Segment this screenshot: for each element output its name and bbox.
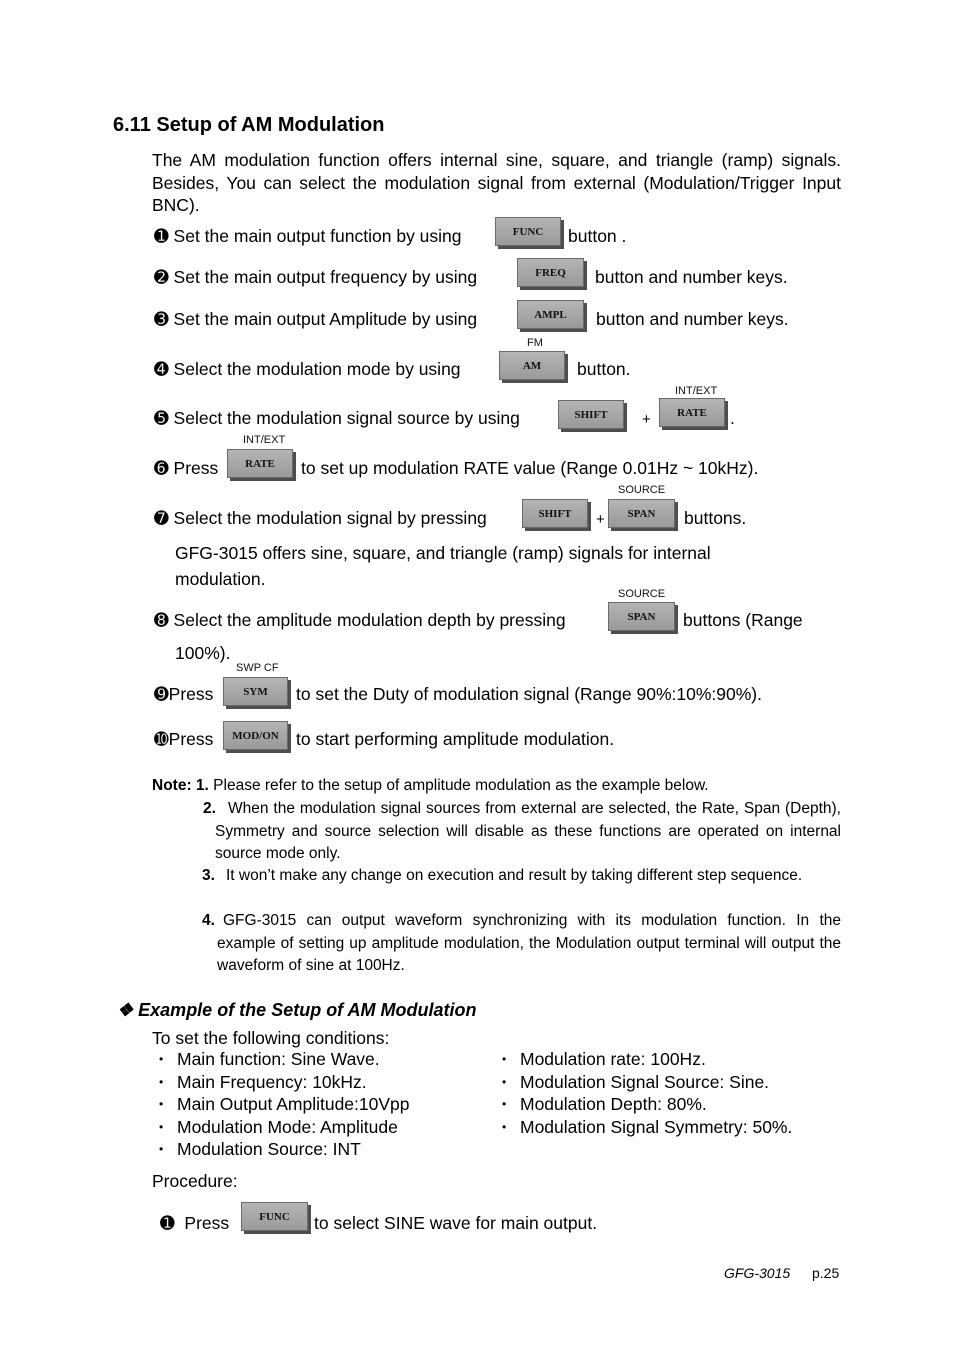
example-lead: To set the following conditions: (152, 1028, 390, 1048)
sym-button[interactable]: SYM (223, 677, 288, 706)
step-10 (154, 729, 213, 750)
step-5 (154, 408, 520, 429)
step-text-after: . (730, 408, 735, 428)
plus-sign: + (596, 511, 605, 528)
func-button[interactable]: FUNC (495, 217, 561, 246)
step-text-after: to set up modulation RATE value (Range 0.01Hz ~ 10kHz). (301, 458, 759, 478)
diamond-bullet-icon: ❖ (117, 1000, 134, 1020)
example-heading (117, 1000, 476, 1021)
note-2: When the modulation signal sources from external are selected, the Rate, Span (Depth), Symmetry and source selection will disable as these functions are operated on internal source mode only. (215, 800, 841, 862)
condition-item: • Modulation Signal Source: Sine. (520, 1072, 769, 1093)
intext-key-label: INT/EXT (243, 434, 286, 446)
condition-item: • Modulation rate: 100Hz. (520, 1049, 706, 1070)
example-title: Example of the Setup of AM Modulation (138, 1000, 477, 1020)
ampl-button[interactable]: AMPL (517, 300, 584, 329)
step-text-after: button and number keys. (596, 309, 789, 329)
step-text: Select the modulation signal source by using (173, 408, 520, 428)
step-1 (154, 226, 462, 247)
step-4 (154, 359, 461, 380)
step-number: ➊ (160, 1213, 175, 1233)
mod-on-button[interactable]: MOD/ON (223, 721, 288, 750)
note-4-number: 4. (202, 912, 215, 929)
step-7-detail-1: GFG-3015 offers sine, square, and triangle (ramp) signals for internal (175, 543, 711, 563)
note-number: 1. (195, 777, 209, 794)
rate-button[interactable]: RATE (659, 398, 725, 427)
note-label: Note: (152, 777, 192, 794)
step-text: Set the main output function by using (173, 226, 462, 246)
step-6 (154, 458, 218, 479)
step-text-after: button and number keys. (595, 267, 788, 287)
freq-button[interactable]: FREQ (517, 258, 584, 287)
step-text: Select the modulation signal by pressing (173, 508, 487, 528)
step-text: Press (184, 1213, 230, 1233)
am-button[interactable]: AM (499, 351, 565, 380)
note-3-number: 3. (202, 867, 215, 884)
condition-item: • Main function: Sine Wave. (177, 1049, 380, 1070)
step-7 (154, 508, 487, 529)
step-number: ➊ (154, 226, 169, 246)
swpcf-key-label: SWP CF (236, 662, 279, 674)
span-button[interactable]: SPAN (608, 499, 675, 528)
note-2-number: 2. (203, 800, 216, 817)
footer-model: GFG-3015 (724, 1265, 791, 1281)
step-number: ➐ (154, 508, 169, 528)
step-text-after: buttons. (684, 508, 747, 528)
step-3 (154, 309, 477, 330)
note-4: GFG-3015 can output waveform synchronizing with its modulation function. In the example of setting up amplitude modulation, the Modulation output terminal will output the waveform of sine at 100Hz. (217, 912, 841, 974)
condition-item: • Modulation Depth: 80%. (520, 1094, 707, 1115)
step-text: Press (173, 458, 219, 478)
step-number: ➓ (154, 729, 169, 749)
step-number: ➑ (154, 610, 169, 630)
func-button[interactable]: FUNC (241, 1202, 308, 1231)
span-button[interactable]: SPAN (608, 602, 675, 631)
step-text-after: to set the Duty of modulation signal (Range 90%:10%:90%). (296, 684, 762, 704)
section-title: 6.11 Setup of AM Modulation (113, 114, 385, 136)
note-3: It won’t make any change on execution and result by taking different step sequence. (226, 867, 803, 884)
step-text-after: button. (577, 359, 631, 379)
procedure-label: Procedure: (152, 1171, 238, 1191)
step-number: ➋ (154, 267, 169, 287)
condition-item: • Modulation Mode: Amplitude (177, 1117, 398, 1138)
step-text-after: buttons (Range (683, 610, 803, 630)
condition-item: • Modulation Signal Symmetry: 50%. (520, 1117, 792, 1138)
shift-button[interactable]: SHIFT (558, 400, 624, 429)
step-2 (154, 267, 477, 288)
step-9 (154, 684, 213, 705)
intro-paragraph: The AM modulation function offers internal sine, square, and triangle (ramp) signals. Besides, You can select the modulation signal from external (Modulation/Trigger Input BNC). (152, 150, 841, 215)
step-text: Press (168, 684, 214, 704)
note-1 (152, 777, 709, 795)
step-8-continued: 100%). (175, 643, 231, 663)
note-text: Please refer to the setup of amplitude modulation as the example below. (213, 777, 709, 794)
step-text-after: to start performing amplitude modulation. (296, 729, 615, 749)
step-text-after: to select SINE wave for main output. (314, 1213, 598, 1233)
step-text: Select the modulation mode by using (173, 359, 461, 379)
step-text: Set the main output frequency by using (173, 267, 478, 287)
step-number: ➒ (154, 684, 169, 704)
step-text: Set the main output Amplitude by using (173, 309, 478, 329)
page-number: p.25 (812, 1265, 840, 1281)
step-number: ➎ (154, 408, 169, 428)
step-number: ➍ (154, 359, 169, 379)
step-text: Select the amplitude modulation depth by pressing (173, 610, 566, 630)
source-key-label: SOURCE (618, 588, 666, 600)
step-text: Press (168, 729, 214, 749)
step-text-after: button . (568, 226, 627, 246)
condition-item: • Main Frequency: 10kHz. (177, 1072, 367, 1093)
condition-item: • Main Output Amplitude:10Vpp (177, 1094, 410, 1115)
procedure-step-1 (160, 1213, 229, 1234)
shift-button[interactable]: SHIFT (522, 499, 588, 528)
step-8 (154, 610, 566, 631)
step-7-detail-2: modulation. (175, 569, 266, 589)
step-number: ➌ (154, 309, 169, 329)
step-number: ➏ (154, 458, 169, 478)
fm-key-label: FM (527, 337, 543, 349)
condition-item: • Modulation Source: INT (177, 1139, 361, 1160)
plus-sign: + (642, 411, 651, 428)
rate-button[interactable]: RATE (227, 449, 293, 478)
intext-key-label: INT/EXT (675, 385, 718, 397)
source-key-label: SOURCE (618, 484, 666, 496)
